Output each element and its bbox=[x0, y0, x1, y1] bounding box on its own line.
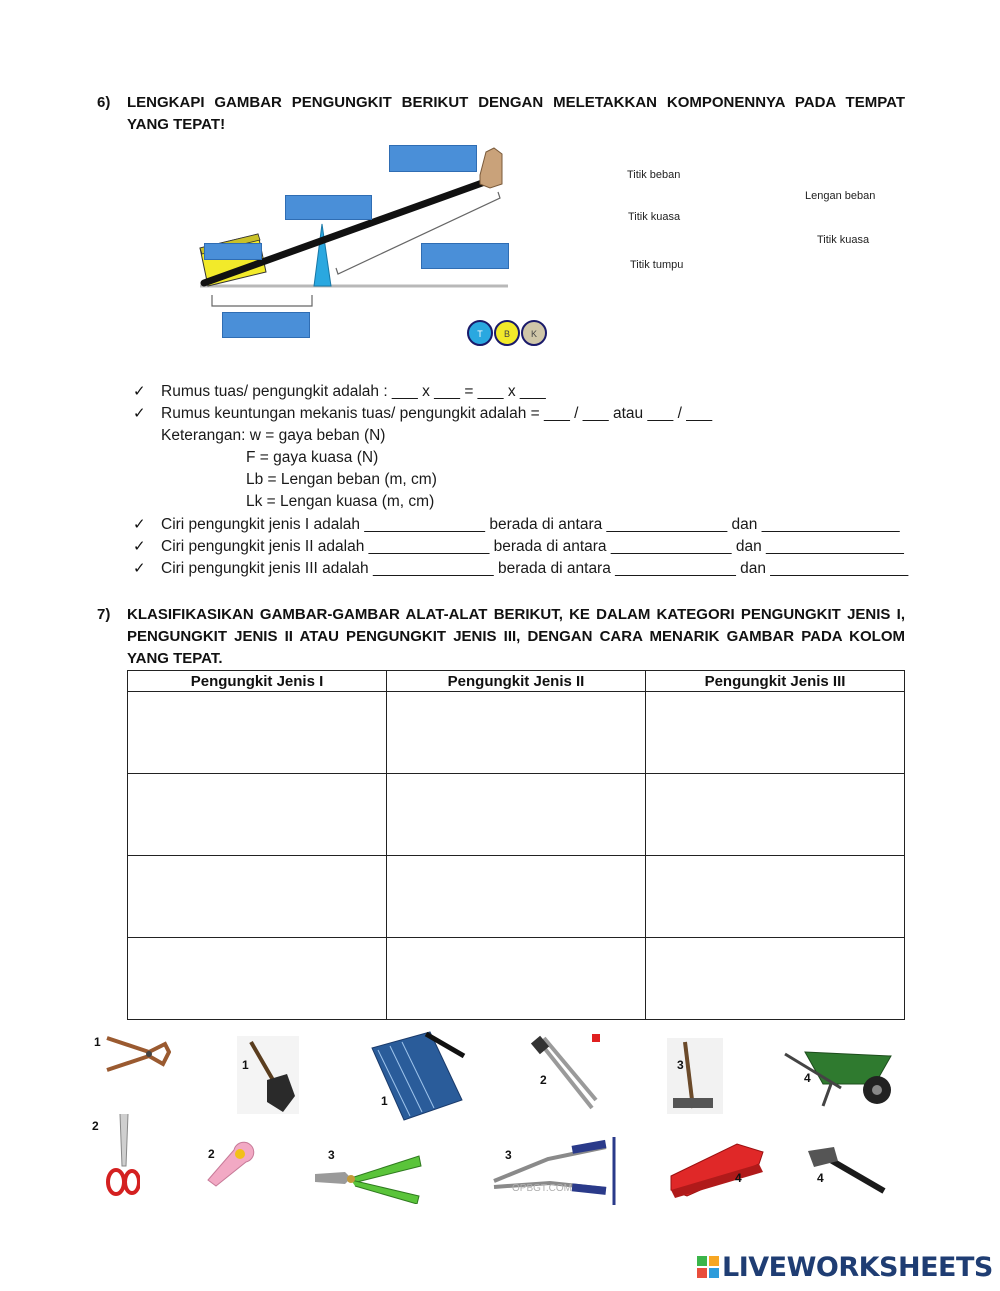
pincers-icon[interactable] bbox=[103, 1030, 171, 1075]
formula-lever: Rumus tuas/ pengungkit adalah : ___ x ___ = ___ x ___ bbox=[161, 383, 546, 400]
load-arm-bracket bbox=[212, 295, 312, 306]
legend-k-letter: K bbox=[530, 329, 538, 339]
label-titik-beban[interactable]: Titik beban bbox=[627, 169, 681, 181]
bottle-opener-icon[interactable] bbox=[200, 1136, 256, 1188]
q7-instruction: KLASIFIKASIKAN GAMBAR-GAMBAR ALAT-ALAT BERIKUT, KE DALAM KATEGORI PENGUNGKIT JENIS I, PENGUNGKIT JENIS II ATAU PENGUNGKIT JENIS III, DENGAN CARA MENARIK GAMBAR PADA KOLOM YANG TEPAT. bbox=[127, 606, 905, 667]
tool-number-hammer: 4 bbox=[817, 1171, 824, 1185]
drop-cell[interactable] bbox=[128, 938, 387, 1020]
legend-b-letter: B bbox=[503, 329, 511, 339]
drop-cell[interactable] bbox=[646, 774, 905, 856]
legend-lb: Lb = Lengan beban (m, cm) bbox=[246, 471, 437, 488]
table-row bbox=[128, 774, 905, 856]
check-icon: ✓ bbox=[133, 516, 146, 533]
tool-number-stapler: 4 bbox=[735, 1171, 742, 1185]
column-header-type-2: Pengungkit Jenis II bbox=[387, 671, 646, 692]
label-titik-tumpu[interactable]: Titik tumpu bbox=[630, 259, 684, 271]
watermark-text: OPBGT.COM bbox=[512, 1183, 573, 1194]
tool-number-hoe: 3 bbox=[677, 1058, 684, 1072]
type-3-characteristic: Ciri pengungkit jenis III adalah ______________ berada di antara ______________ dan ________________ bbox=[161, 560, 909, 577]
drop-box-load-point[interactable] bbox=[204, 243, 262, 260]
wheelbarrow-icon[interactable] bbox=[783, 1044, 901, 1110]
label-titik-kuasa-1[interactable]: Titik kuasa bbox=[628, 211, 681, 223]
brand-logo: LIVEWORKSHEETS bbox=[722, 1252, 993, 1283]
column-header-type-3: Pengungkit Jenis III bbox=[646, 671, 905, 692]
drop-cell[interactable] bbox=[128, 856, 387, 938]
table-row bbox=[128, 856, 905, 938]
classification-table bbox=[127, 670, 905, 1020]
check-icon: ✓ bbox=[133, 560, 146, 577]
tool-number-nutcracker: 3 bbox=[505, 1148, 512, 1162]
drop-cell[interactable] bbox=[387, 938, 646, 1020]
drop-box-effort-point[interactable] bbox=[389, 145, 477, 172]
scissors-icon[interactable] bbox=[106, 1112, 140, 1198]
q6-number: 6) bbox=[97, 94, 111, 111]
tool-number-wheelbarrow: 4 bbox=[804, 1071, 811, 1085]
check-icon: ✓ bbox=[133, 383, 146, 400]
drop-box-fulcrum[interactable] bbox=[285, 195, 372, 220]
label-titik-kuasa-2[interactable]: Titik kuasa bbox=[817, 234, 870, 246]
legend-t-letter: T bbox=[477, 329, 483, 339]
formula-mechanical-advantage: Rumus keuntungan mekanis tuas/ pengungkit adalah = ___ / ___ atau ___ / ___ bbox=[161, 405, 713, 422]
fulcrum-icon bbox=[314, 224, 331, 286]
tool-number-pliers: 3 bbox=[328, 1148, 335, 1162]
legend-w: Keterangan: w = gaya beban (N) bbox=[161, 427, 386, 444]
check-icon: ✓ bbox=[133, 538, 146, 555]
stapler-icon[interactable] bbox=[667, 1134, 767, 1200]
drop-cell[interactable] bbox=[387, 774, 646, 856]
tool-number-tongs: 2 bbox=[540, 1073, 547, 1087]
tool-number-paper-cutter: 1 bbox=[381, 1094, 388, 1108]
type-1-characteristic: Ciri pengungkit jenis I adalah ______________ berada di antara ______________ dan ________________ bbox=[161, 516, 900, 533]
shovel-icon[interactable] bbox=[237, 1036, 299, 1114]
type-2-characteristic: Ciri pengungkit jenis II adalah ______________ berada di antara ______________ dan ________________ bbox=[161, 538, 904, 555]
liveworksheets-logo-icon bbox=[697, 1256, 719, 1278]
hoe-icon[interactable] bbox=[667, 1038, 723, 1114]
tool-number-bottle-opener: 2 bbox=[208, 1147, 215, 1161]
drop-cell[interactable] bbox=[128, 774, 387, 856]
drop-cell[interactable] bbox=[387, 692, 646, 774]
legend-lk: Lk = Lengan kuasa (m, cm) bbox=[246, 493, 435, 510]
legend-f: F = gaya kuasa (N) bbox=[246, 449, 379, 466]
paper-cutter-icon[interactable] bbox=[366, 1028, 468, 1124]
drop-cell[interactable] bbox=[646, 856, 905, 938]
tool-number-shovel: 1 bbox=[242, 1058, 249, 1072]
table-row bbox=[128, 938, 905, 1020]
drop-cell[interactable] bbox=[646, 692, 905, 774]
tool-number-scissors: 2 bbox=[92, 1119, 99, 1133]
hand-icon bbox=[480, 148, 502, 188]
tool-number-pincers: 1 bbox=[94, 1035, 101, 1049]
q6-instruction: LENGKAPI GAMBAR PENGUNGKIT BERIKUT DENGAN MELETAKKAN KOMPONENNYA PADA TEMPAT YANG TEPAT! bbox=[127, 94, 905, 133]
drop-cell[interactable] bbox=[128, 692, 387, 774]
drop-box-load-arm[interactable] bbox=[222, 312, 310, 338]
column-header-type-1: Pengungkit Jenis I bbox=[128, 671, 387, 692]
drop-box-effort-arm[interactable] bbox=[421, 243, 509, 269]
table-row bbox=[128, 692, 905, 774]
drop-cell[interactable] bbox=[646, 938, 905, 1020]
label-lengan-beban[interactable]: Lengan beban bbox=[805, 190, 876, 202]
check-icon: ✓ bbox=[133, 405, 146, 422]
tongs-icon[interactable] bbox=[522, 1034, 600, 1114]
drop-cell[interactable] bbox=[387, 856, 646, 938]
q7-number: 7) bbox=[97, 606, 111, 623]
